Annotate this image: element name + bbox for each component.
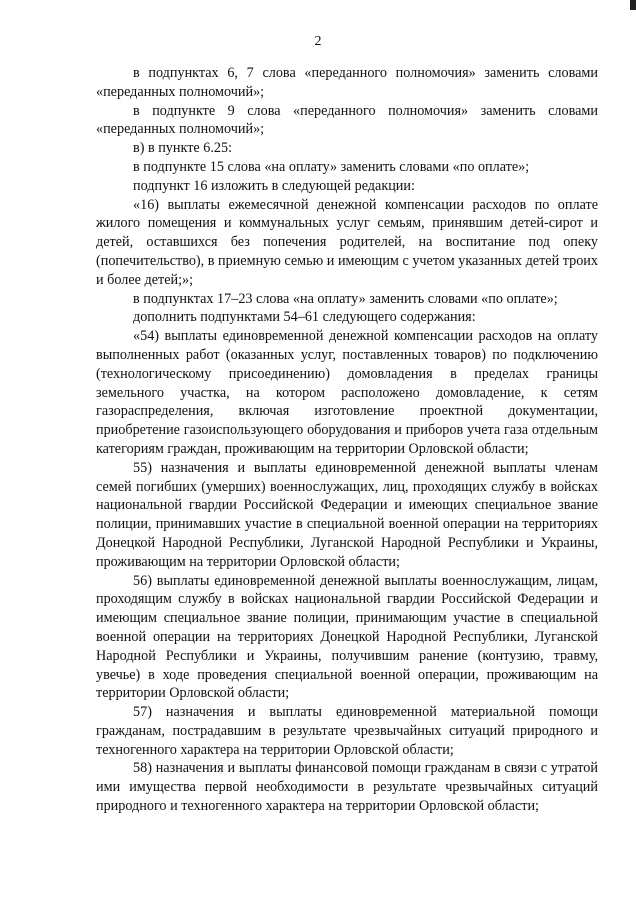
paragraph-1: в подпунктах 6, 7 слова «переданного полномочия» заменить словами «переданных полномочий»; <box>96 65 598 100</box>
paragraph-10: 55) назначения и выплаты единовременной денежной выплаты членам семей погибших (умерших) военнослужащих, лиц, проходящих службу в войсках национальной гвардии Российской Федерации и имеющих специальное звание полиции, принимавших участие в специальной военной операции на территориях Донецкой Народной Республики, Луганской Народной Республики и Украины, проживающим на территории Орловской области; <box>96 459 598 570</box>
paragraph-4: в подпункте 15 слова «на оплату» заменить словами «по оплате»; <box>133 158 530 175</box>
paragraph-12: 57) назначения и выплаты единовременной материальной помощи гражданам, пострадавшим в результате чрезвычайных ситуаций природного и техногенного характера на территории Орловской области; <box>96 704 598 758</box>
paragraph-11: 56) выплаты единовременной денежной выплаты военнослужащим, лицам, проходящим службу в войсках национальной гвардии Российской Федерации и имеющим специальное звание полиции, принимающим участие в специальной военной операции на территориях Донецкой Народной Республики, Луганской Народной Республики и Украины, получившим ранение (контузию, травму, увечье) в ходе проведения специальной военной операции, проживающим на территории Орловской области; <box>96 572 598 702</box>
paragraph-8: дополнить подпунктами 54–61 следующего содержания: <box>133 309 476 326</box>
page-number: 2 <box>314 34 322 49</box>
paragraph-7: в подпунктах 17–23 слова «на оплату» заменить словами «по оплате»; <box>133 290 558 307</box>
document-body <box>96 64 598 816</box>
scan-edge-mark <box>630 0 636 10</box>
paragraph-2: в подпункте 9 слова «переданного полномочия» заменить словами «переданных полномочий»; <box>96 102 598 138</box>
paragraph-13: 58) назначения и выплаты финансовой помощи гражданам в связи с утратой ими имущества первой необходимости в результате чрезвычайных ситуаций природного и техногенного характера на территории Орловской области; <box>96 760 598 815</box>
paragraph-6: «16) выплаты ежемесячной денежной компенсации расходов по оплате жилого помещения и коммунальных услуг семьям, принявшим детей-сирот и детей, оставшихся без попечения родителей, на воспитание под опеку (попечительство), в приемную семью и имеющим с учетом указанных детей троих и более детей;»; <box>96 196 598 288</box>
paragraph-9: «54) выплаты единовременной денежной компенсации расходов на оплату выполненных работ (оказанных услуг, поставленных товаров) по подключению (технологическому присоединению) домовладения в пределах границы земельного участка, на котором расположено домовладение, к сетям газораспределения, включая изготовление проектной документации, приобретение газоиспользующего оборудования и приборов учета газа отдельным категориям граждан, проживающим на территории Орловской области; <box>96 328 598 457</box>
paragraph-3: в) в пункте 6.25: <box>133 140 233 157</box>
paragraph-5: подпункт 16 изложить в следующей редакции: <box>133 177 415 194</box>
